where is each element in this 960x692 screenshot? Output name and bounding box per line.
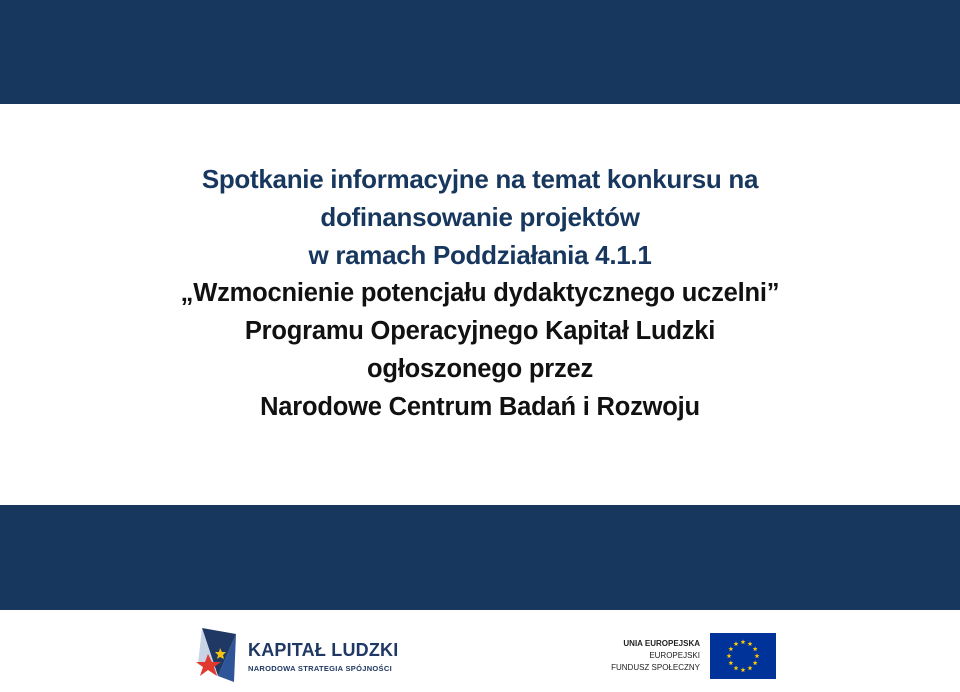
eu-logo: [606, 630, 776, 682]
title-line-6: ogłoszonego przez: [366, 355, 594, 383]
eu-line-2: EUROPEJSKI: [649, 651, 700, 660]
eu-line-1: UNIA EUROPEJSKA: [623, 639, 700, 648]
title-line-7: Narodowe Centrum Badań i Rozwoju: [260, 393, 700, 421]
title-line-5: Programu Operacyjnego Kapitał Ludzki: [244, 317, 716, 345]
eu-logo-text: [611, 638, 700, 674]
title-line-1: Spotkanie informacyjne na temat konkursu na: [201, 164, 759, 194]
eu-line-3: FUNDUSZ SPOŁECZNY: [611, 663, 700, 672]
title-line-4: „Wzmocnienie potencjału dydaktycznego uczelni”: [180, 279, 780, 307]
kapital-ludzki-emblem-icon: [196, 624, 240, 686]
title-line-2: dofinansowanie projektów: [320, 202, 640, 232]
kapital-ludzki-logo: [196, 624, 399, 686]
header-band: [0, 0, 960, 104]
eu-flag-icon: [710, 633, 776, 679]
slide-title: [0, 160, 960, 426]
footer-band: [0, 505, 960, 610]
kapital-ludzki-title: KAPITAŁ LUDZKI: [248, 640, 399, 660]
title-line-3: w ramach Poddziałania 4.1.1: [308, 240, 652, 270]
kapital-ludzki-subtitle: NARODOWA STRATEGIA SPÓJNOŚCI: [248, 664, 392, 673]
